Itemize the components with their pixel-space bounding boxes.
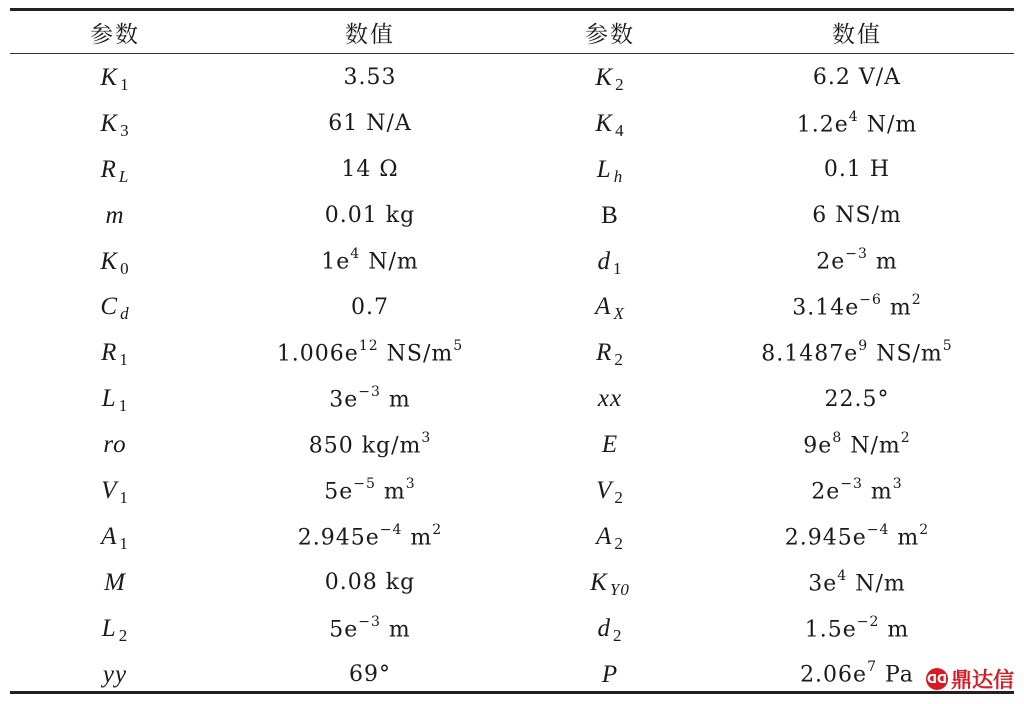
- symbol-base: d: [597, 614, 611, 642]
- value-text: 69°: [349, 662, 391, 688]
- symbol-base: L: [101, 614, 117, 642]
- value-cell-left: [220, 570, 520, 595]
- value-superscript: −3: [845, 246, 868, 263]
- value-cell-right: [700, 157, 1014, 182]
- logo-icon: ᗡᗡ: [926, 668, 948, 690]
- value-superscript: 7: [867, 659, 877, 676]
- table-row: [10, 193, 1014, 239]
- value-cell-left: [220, 203, 520, 228]
- symbol-subscript: 2: [614, 488, 624, 508]
- value-cell-left: [220, 662, 520, 687]
- param-cell-right: [520, 569, 700, 597]
- symbol-subscript: 0: [120, 258, 130, 278]
- value-superscript: 3: [421, 429, 432, 446]
- symbol-base: R: [100, 155, 117, 183]
- value-cell-left: [220, 340, 520, 366]
- symbol-subscript: 2: [614, 533, 624, 553]
- param-cell-right: [520, 431, 700, 459]
- value-cell-left: [220, 248, 520, 274]
- table-row: [10, 514, 1014, 560]
- value-superscript: −4: [379, 521, 403, 538]
- table-row: [10, 606, 1014, 652]
- value-text: m: [879, 616, 910, 642]
- symbol-subscript: h: [613, 166, 624, 186]
- value-cell-right: [700, 340, 1014, 366]
- value-superscript: −3: [358, 613, 381, 630]
- param-cell-right: [520, 339, 700, 370]
- value-text: 14 Ω: [341, 157, 399, 183]
- value-cell-right: [700, 65, 1014, 90]
- value-text: 2e: [811, 479, 841, 505]
- value-text: NS/m: [868, 341, 943, 367]
- value-cell-left: [220, 295, 520, 320]
- value-text: 0.1 H: [823, 157, 891, 183]
- symbol-base: C: [100, 293, 119, 321]
- value-superscript: 3: [892, 475, 903, 492]
- value-superscript: −3: [358, 384, 381, 401]
- symbol-base: xx: [597, 385, 623, 413]
- symbol-subscript: 4: [615, 120, 625, 140]
- value-text: N/m: [842, 433, 901, 459]
- value-text: m: [402, 525, 433, 551]
- table-row: [10, 285, 1014, 331]
- symbol-subscript: 1: [120, 74, 130, 94]
- value-text: m: [380, 387, 411, 413]
- table-row: [10, 376, 1014, 422]
- value-superscript: 12: [358, 338, 379, 355]
- param-cell-right: [520, 661, 700, 689]
- watermark-logo: [926, 664, 1014, 694]
- value-text: 850 kg/m: [308, 433, 422, 459]
- symbol-subscript: 2: [613, 625, 623, 645]
- value-text: m: [881, 295, 912, 321]
- value-text: 2.945e: [784, 525, 867, 551]
- table-row: [10, 101, 1014, 147]
- param-cell-left: [10, 248, 220, 276]
- value-text: 0.08 kg: [324, 570, 416, 596]
- symbol-base: V: [101, 477, 118, 505]
- symbol-base: R: [596, 339, 613, 367]
- value-text: m: [889, 525, 920, 551]
- symbol-base: L: [101, 385, 117, 413]
- value-superscript: 2: [900, 429, 911, 446]
- symbol-subscript: 2: [118, 625, 129, 645]
- value-superscript: −5: [353, 475, 376, 492]
- value-superscript: 4: [837, 567, 848, 584]
- value-cell-left: [220, 65, 520, 90]
- symbol-subscript: 2: [615, 74, 625, 94]
- symbol-subscript: d: [120, 304, 130, 324]
- param-cell-left: [10, 431, 220, 459]
- value-text: m: [867, 249, 898, 275]
- symbol-base: E: [601, 431, 619, 459]
- value-superscript: 5: [942, 338, 953, 355]
- value-text: 0.01 kg: [324, 203, 416, 229]
- value-superscript: −6: [859, 292, 882, 309]
- value-cell-right: [700, 521, 1014, 551]
- table-bottom-rule: [10, 691, 1014, 694]
- value-superscript: 2: [919, 521, 930, 538]
- value-cell-right: [700, 475, 1014, 505]
- symbol-base: ro: [103, 431, 127, 459]
- param-cell-right: [520, 110, 700, 138]
- value-text: 1.2e: [796, 112, 849, 137]
- param-cell-right: [520, 477, 700, 508]
- value-superscript: 3: [405, 475, 416, 492]
- symbol-base: B: [601, 201, 619, 229]
- table-row: [10, 239, 1014, 285]
- table-row: [10, 422, 1014, 468]
- param-cell-left: [10, 64, 220, 92]
- symbol-base: A: [596, 522, 613, 550]
- value-text: 2.06e: [800, 662, 868, 688]
- value-superscript: 4: [350, 246, 361, 263]
- value-cell-left: [220, 521, 520, 551]
- value-text: 1.5e: [804, 616, 857, 642]
- symbol-base: A: [595, 293, 612, 321]
- param-cell-left: [10, 523, 220, 551]
- header-value-2: 数值: [832, 21, 882, 48]
- symbol-subscript: 1: [119, 350, 129, 370]
- value-text: NS/m: [378, 341, 454, 367]
- param-cell-right: [520, 293, 700, 324]
- symbol-base: d: [597, 247, 611, 275]
- value-superscript: 5: [453, 338, 464, 355]
- value-text: m: [862, 479, 893, 505]
- table-row: [10, 330, 1014, 376]
- value-cell-right: [700, 248, 1014, 274]
- symbol-base: K: [100, 63, 119, 91]
- symbol-subscript: 1: [118, 396, 129, 416]
- param-cell-left: [10, 615, 220, 643]
- symbol-subscript: 3: [120, 120, 130, 140]
- value-cell-right: [700, 387, 1014, 412]
- header-param-2: 参数: [585, 21, 635, 48]
- value-text: 8.1487e: [761, 341, 859, 367]
- param-cell-left: [10, 202, 220, 230]
- value-text: 0.7: [351, 294, 389, 320]
- value-text: N/m: [360, 249, 419, 275]
- param-cell-left: [10, 293, 220, 324]
- symbol-subscript: L: [118, 166, 130, 186]
- param-cell-left: [10, 339, 220, 370]
- value-superscript: 2: [911, 292, 922, 309]
- param-cell-left: [10, 477, 220, 508]
- symbol-subscript: Y0: [609, 579, 630, 599]
- table-header-rule: [10, 53, 1014, 54]
- value-superscript: −3: [840, 475, 863, 492]
- table-row: [10, 468, 1014, 514]
- value-text: 2.945e: [297, 525, 380, 551]
- value-cell-right: [700, 108, 1014, 137]
- value-text: 3.53: [343, 65, 397, 91]
- value-superscript: 9: [858, 338, 869, 355]
- value-cell-left: [220, 111, 520, 136]
- param-cell-right: [520, 385, 700, 413]
- value-text: 5e: [329, 616, 359, 642]
- symbol-subscript: 2: [614, 350, 624, 370]
- symbol-subscript: 1: [613, 258, 623, 278]
- value-cell-left: [220, 386, 520, 412]
- symbol-base: m: [105, 201, 125, 229]
- symbol-base: yy: [102, 660, 128, 688]
- param-cell-left: [10, 110, 220, 138]
- value-cell-left: [220, 475, 520, 505]
- table-row: [10, 55, 1014, 101]
- value-cell-left: [220, 429, 520, 459]
- value-superscript: 8: [832, 429, 843, 446]
- param-cell-left: [10, 156, 220, 184]
- param-cell-left: [10, 385, 220, 416]
- value-text: 3e: [808, 571, 838, 596]
- value-text: 3e: [329, 387, 359, 413]
- value-text: 22.5°: [824, 386, 890, 412]
- param-cell-right: [520, 64, 700, 92]
- value-text: Pa: [877, 662, 914, 688]
- value-superscript: 2: [432, 521, 443, 538]
- value-text: N/m: [847, 571, 906, 596]
- value-text: 1.006e: [276, 341, 359, 367]
- param-cell-right: [520, 156, 700, 184]
- value-text: 6.2 V/A: [812, 65, 902, 91]
- param-cell-right: [520, 202, 700, 230]
- value-text: m: [380, 616, 411, 642]
- value-text: 61 N/A: [328, 111, 412, 137]
- value-cell-right: [700, 294, 1014, 320]
- symbol-base: K: [100, 109, 119, 137]
- symbol-base: R: [101, 339, 118, 367]
- symbol-base: K: [590, 568, 608, 596]
- symbol-subscript: 1: [119, 488, 129, 508]
- param-cell-left: [10, 569, 220, 597]
- value-cell-right: [700, 613, 1014, 642]
- value-text: 5e: [324, 479, 354, 505]
- value-text: 6 NS/m: [812, 203, 902, 229]
- symbol-base: M: [104, 568, 126, 596]
- value-superscript: −4: [866, 521, 890, 538]
- symbol-base: K: [595, 109, 614, 137]
- header-param-1: 参数: [90, 21, 140, 48]
- symbol-base: P: [601, 660, 619, 688]
- value-cell-left: [220, 157, 520, 182]
- symbol-subscript: X: [613, 304, 625, 324]
- param-cell-right: [520, 248, 700, 276]
- value-text: N/m: [858, 112, 918, 137]
- symbol-base: V: [596, 477, 613, 505]
- param-cell-right: [520, 523, 700, 551]
- value-text: 3.14e: [792, 295, 860, 321]
- param-cell-right: [520, 615, 700, 643]
- table-header-row: [10, 11, 1014, 53]
- value-text: 1e: [321, 249, 351, 275]
- value-text: 2e: [816, 249, 846, 275]
- value-superscript: 4: [848, 108, 859, 125]
- symbol-base: A: [101, 522, 118, 550]
- table-row: [10, 147, 1014, 193]
- table-row: [10, 560, 1014, 606]
- value-cell-right: [700, 203, 1014, 228]
- value-text: m: [375, 479, 406, 505]
- symbol-base: K: [100, 247, 119, 275]
- param-cell-left: [10, 661, 220, 689]
- value-superscript: −2: [856, 613, 880, 630]
- header-value-1: 数值: [345, 21, 395, 48]
- symbol-base: L: [596, 155, 612, 183]
- value-cell-right: [700, 567, 1014, 596]
- symbol-base: K: [595, 63, 614, 91]
- value-cell-right: [700, 429, 1014, 459]
- value-cell-left: [220, 613, 520, 642]
- logo-text: 鼎达信: [951, 668, 1014, 692]
- symbol-subscript: 1: [119, 533, 129, 553]
- value-text: 9e: [803, 433, 833, 459]
